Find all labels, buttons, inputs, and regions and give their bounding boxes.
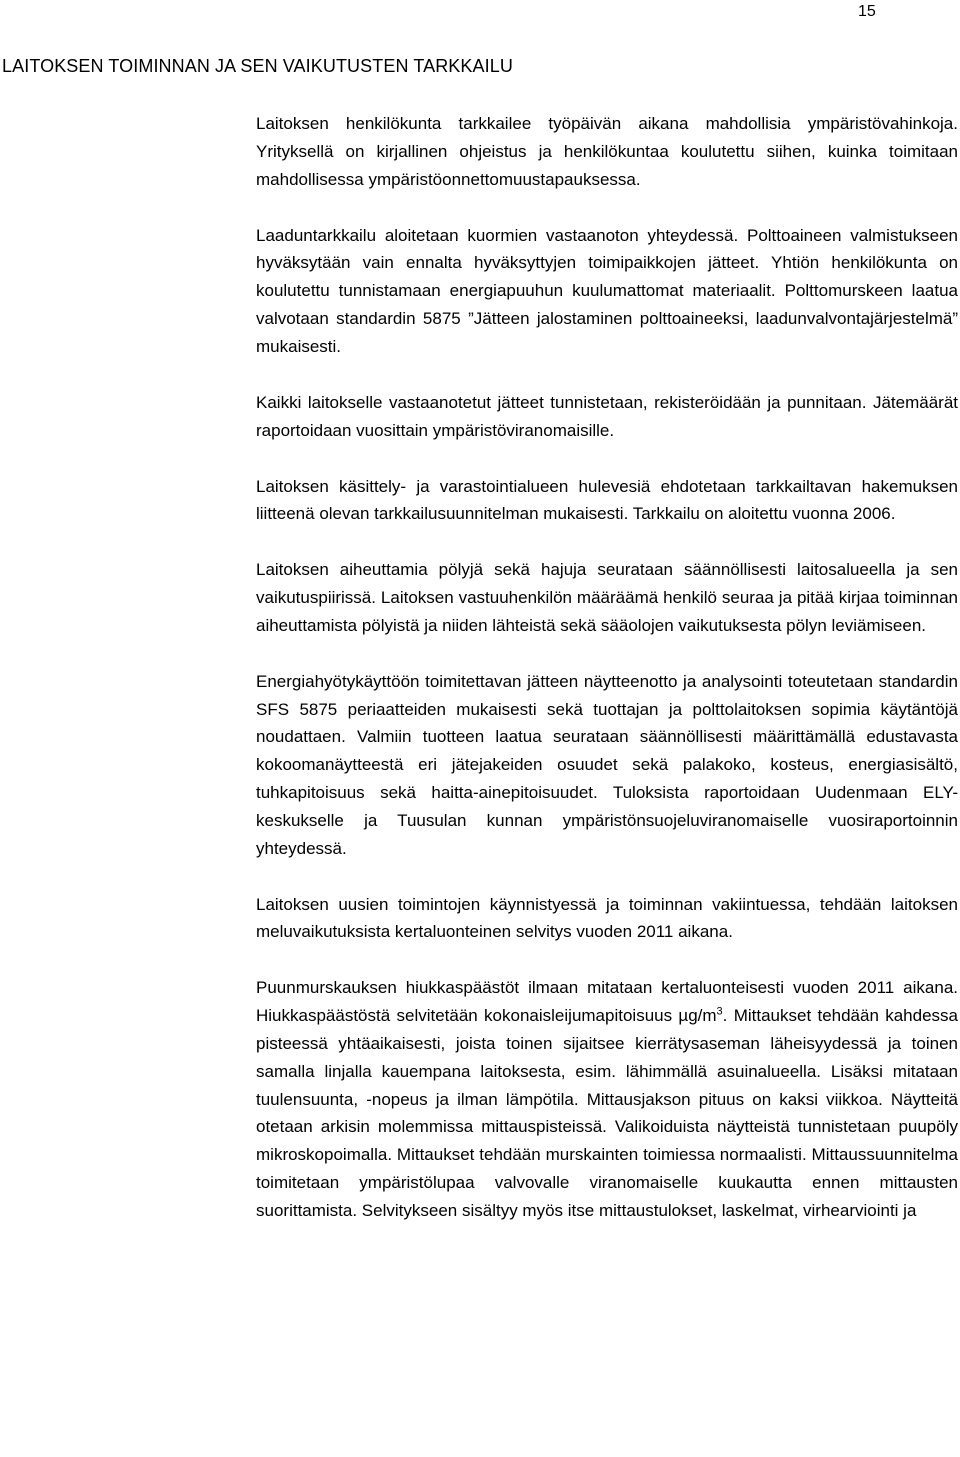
paragraph-stormwater: Laitoksen käsittely- ja varastointialueen hulevesiä ehdotetaan tarkkailtavan hakemuksen liitteenä olevan tarkkailusuunnitelman mukaisesti. Tarkkailu on aloitettu vuonna 2006. (256, 476, 958, 524)
paragraph-dust-odour: Laitoksen aiheuttamia pölyjä sekä hajuja seurataan säännöllisesti laitosalueella ja sen vaikutuspiirissä. Laitoksen vastuuhenkilön määräämä henkilö seuraa ja pitää kirjaa toiminnan aiheuttamista pölyistä ja niiden lähteistä sekä sääolojen vaikutuksesta pölyn leviämiseen. (256, 560, 958, 635)
section-heading: LAITOKSEN TOIMINNAN JA SEN VAIKUTUSTEN TARKKAILU (2, 56, 513, 76)
particulate-text-part-1: Puunmurskauksen hiukkaspäästöt ilmaan mitataan kertaluonteisesti vuoden 2011 aikana. Hiukkaspäästöstä selvitetään kokonaisleijumapitoisuus µg/m (256, 978, 958, 1026)
paragraph-waste-registration: Kaikki laitokselle vastaanotetut jätteet tunnistetaan, rekisteröidään ja punnitaan. Jätemäärät raportoidaan vuosittain ympäristöviranomaisille. (256, 392, 958, 440)
paragraph-monitoring-staff: Laitoksen henkilökunta tarkkailee työpäivän aikana mahdollisia ympäristövahinkoja. Yrityksellä on kirjallinen ohjeistus ja henkilökuntaa koulutettu siihen, kuinka toimitaan mahdollisessa ympäristöonnettomuustapauksessa. (256, 114, 958, 189)
document-body (256, 110, 958, 1225)
superscript-three: 3 (716, 1005, 723, 1018)
paragraph-sampling-analysis: Energiahyötykäyttöön toimitettavan jätteen näytteenotto ja analysointi toteutetaan standardin SFS 5875 periaatteiden mukaisesti sekä tuottajan ja polttolaitoksen sopimia käytäntöjä noudattaen. Valmiin tuotteen laatua seurataan säännöllisesti määrittämällä edustavasta kokoomanäytteestä eri jätejakeiden osuudet sekä palakoko, kosteus, energiasisältö, tuhkapitoisuus sekä haitta-ainepitoisuudet. Tuloksista raportoidaan Uudenmaan ELY-keskukselle ja Tuusulan kunnan ympäristönsuojeluviranomaiselle vuosiraportoinnin yhteydessä. (256, 671, 958, 858)
particulate-text-part-2: . Mittaukset tehdään kahdessa pisteessä yhtäaikaisesti, joista toinen sijaitsee kierrätysaseman läheisyydessä ja toinen samalla linjalla kauempana laitoksesta, esim. lähimmällä asuinalueella. Lisäksi mitataan tuulensuunta, -nopeus ja ilman lämpötila. Mittausjakson pituus on kaksi viikkoa. Näytteitä otetaan arkisin molemmissa mittauspisteissä. Valikoiduista näytteistä tunnistetaan puupöly mikroskopoimalla. Mittaukset tehdään murskainten toimiessa normaalisti. Mittaussuunnitelma toimitetaan ympäristölupaa valvovalle viranomaiselle kuukautta ennen mittausten suorittamista. Selvitykseen sisältyy myös itse mittaustulokset, laskelmat, virhearviointi ja (256, 1006, 958, 1220)
paragraph-particulate-emissions (256, 974, 958, 1224)
page-number: 15 (858, 3, 876, 20)
paragraph-quality-control: Laaduntarkkailu aloitetaan kuormien vastaanoton yhteydessä. Polttoaineen valmistukseen hyväksytään vain ennalta hyväksyttyjen toimipaikkojen jätteet. Yhtiön henkilökunta on koulutettu tunnistamaan energiapuuhun kuulumattomat materiaalit. Polttomurskeen laatua valvotaan standardin 5875 ”Jätteen jalostaminen polttoaineeksi, laadunvalvontajärjestelmä” mukaisesti. (256, 225, 958, 356)
paragraph-noise-survey: Laitoksen uusien toimintojen käynnistyessä ja toiminnan vakiintuessa, tehdään laitoksen meluvaikutuksista kertaluonteinen selvitys vuoden 2011 aikana. (256, 894, 958, 942)
